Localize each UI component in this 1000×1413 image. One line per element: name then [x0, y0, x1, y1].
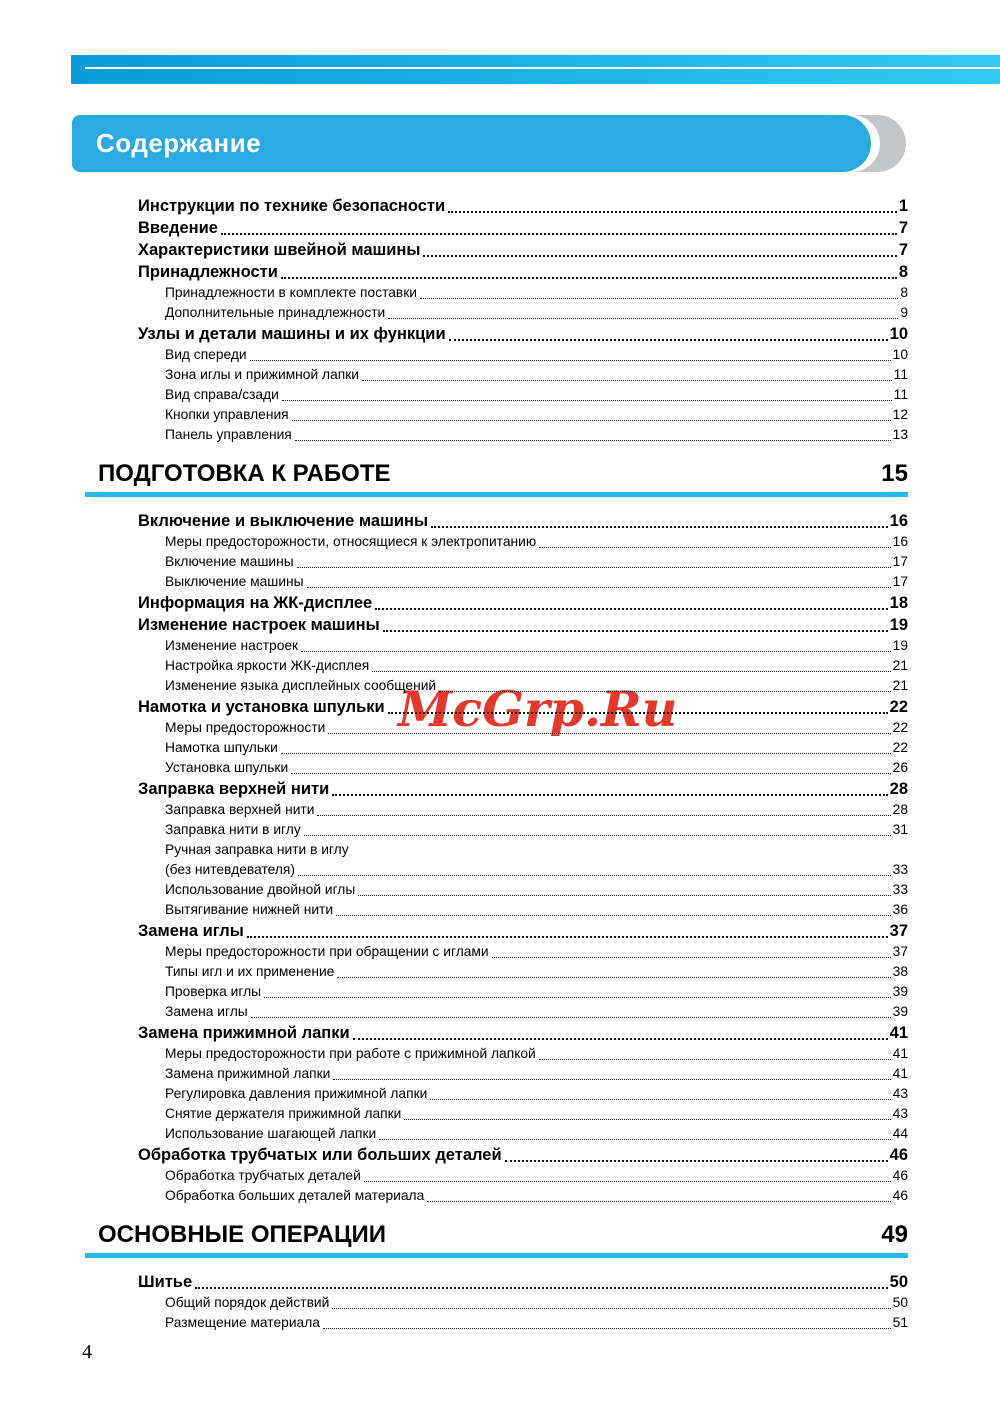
toc-leader-dots: [430, 1099, 890, 1100]
toc-item-page: 21: [892, 658, 908, 673]
toc-leader-dots: [250, 360, 891, 361]
toc-item-page: 16: [889, 512, 908, 530]
toc-item-page: 8: [898, 263, 908, 281]
toc-item-page: 44: [892, 1126, 908, 1141]
toc-item-label: Характеристики швейной машины: [138, 241, 421, 259]
toc-item-page: 7: [898, 241, 908, 259]
toc-item: [85, 1166, 908, 1186]
toc-leader-dots: [358, 895, 890, 896]
toc-leader-dots: [431, 526, 888, 528]
toc-leader-dots: [423, 255, 896, 257]
toc-item-page: 19: [892, 638, 908, 653]
toc-item-label: Дополнительные принадлежности: [165, 305, 386, 320]
toc-item-page: 10: [889, 325, 908, 343]
toc-item-spacer: [349, 840, 908, 860]
watermark: McGrp.Ru: [398, 680, 678, 738]
toc-leader-dots: [281, 753, 891, 754]
toc-item-label: Принадлежности в комплекте поставки: [165, 285, 418, 300]
toc-item-label: Настройка яркости ЖК-дисплея: [165, 658, 370, 673]
toc-item-page: 12: [892, 407, 908, 422]
toc-item-label: Проверка иглы: [165, 984, 262, 999]
toc-item: [85, 345, 908, 365]
toc-item-page: 13: [892, 427, 908, 442]
toc-item-label: Информация на ЖК-дисплее: [138, 594, 373, 612]
toc-leader-dots: [323, 1328, 891, 1329]
toc-item: [85, 385, 908, 405]
toc-leader-dots: [317, 815, 890, 816]
toc-item-page: 22: [892, 720, 908, 735]
toc-leader-dots: [364, 1181, 891, 1182]
toc-item: [85, 656, 908, 676]
toc-item-page: 39: [892, 1004, 908, 1019]
toc-leader-dots: [539, 1059, 891, 1060]
toc-leader-dots: [383, 630, 888, 632]
part-underline: [85, 1253, 908, 1258]
toc-item: [85, 572, 908, 592]
toc-item-page: 17: [892, 574, 908, 589]
toc-item: [85, 239, 908, 261]
toc-item-page: 46: [892, 1168, 908, 1183]
part-title: ПОДГОТОВКА К РАБОТЕ: [98, 460, 391, 487]
toc-item-label: Намотка и установка шпульки: [138, 698, 385, 716]
toc-item: [85, 1064, 908, 1084]
toc-item-label: Меры предосторожности: [165, 720, 326, 735]
toc-item-page: 28: [892, 802, 908, 817]
toc-item-label: Регулировка давления прижимной лапки: [165, 1086, 428, 1101]
toc-item: [85, 592, 908, 614]
toc-item-label: Использование шагающей лапки: [165, 1126, 377, 1141]
toc-item: [85, 1002, 908, 1022]
toc-item: [85, 1293, 908, 1313]
toc-leader-dots: [297, 567, 891, 568]
toc-item-label: Ручная заправка нити в иглу: [165, 842, 349, 857]
toc-leader-dots: [282, 400, 892, 401]
toc-item-label: Принадлежности: [138, 263, 278, 281]
toc-item-page: 37: [892, 944, 908, 959]
toc-leader-dots: [332, 1308, 890, 1309]
toc-leader-dots: [251, 1017, 891, 1018]
toc-item: [85, 820, 908, 840]
toc-item: [85, 860, 908, 880]
toc-item: [85, 1022, 908, 1044]
toc-item-label: Инструкции по технике безопасности: [138, 197, 446, 215]
toc-item-page: 7: [898, 219, 908, 237]
toc-item: [85, 920, 908, 942]
toc-item-label: Выключение машины: [165, 574, 304, 589]
toc-item: [85, 1104, 908, 1124]
toc-item: [85, 552, 908, 572]
toc-item-label: Кнопки управления: [165, 407, 289, 422]
toc-item: [85, 283, 908, 303]
toc-item-page: 39: [892, 984, 908, 999]
toc-leader-dots: [264, 997, 891, 998]
toc-item-label: Намотка шпульки: [165, 740, 278, 755]
toc-part-header: [85, 459, 908, 497]
toc-leader-dots: [372, 671, 890, 672]
part-spacer: [386, 1220, 881, 1250]
toc-leader-dots: [301, 651, 891, 652]
toc-item-page: 11: [893, 387, 908, 402]
toc-item-page: 1: [898, 197, 908, 215]
toc-item-page: 8: [900, 285, 908, 300]
toc-item: [85, 962, 908, 982]
toc-item-label: Включение и выключение машины: [138, 512, 429, 530]
toc-part-header: [85, 1220, 908, 1258]
toc-item-label: Изменение настроек машины: [138, 616, 380, 634]
toc-item-page: 38: [892, 964, 908, 979]
toc-item-label: Вид спереди: [165, 347, 247, 362]
toc-item-page: 22: [889, 698, 908, 716]
toc-item-label: Меры предосторожности при обращении с иглами: [165, 944, 489, 959]
toc-item: [85, 900, 908, 920]
toc-item: [85, 1271, 908, 1293]
toc-item: [85, 982, 908, 1002]
toc-item-page: 31: [892, 822, 908, 837]
toc-item-label: Узлы и детали машины и их функции: [138, 325, 446, 343]
toc-item: [85, 1144, 908, 1166]
toc-item: [85, 532, 908, 552]
toc-leader-dots: [539, 547, 890, 548]
toc-item-label: Панель управления: [165, 427, 292, 442]
toc-leader-dots: [505, 1160, 888, 1162]
toc-item: [85, 778, 908, 800]
toc-item: [85, 405, 908, 425]
toc-item-label: Заправка верхней нити: [165, 802, 315, 817]
toc-item: [85, 880, 908, 900]
part-spacer: [391, 459, 882, 489]
toc-item-label: Обработка трубчатых деталей: [165, 1168, 361, 1183]
toc-leader-dots: [304, 835, 891, 836]
part-page: 15: [881, 460, 908, 487]
toc-item-label: Изменение языка дисплейных сообщений: [165, 678, 437, 693]
toc-item: [85, 1124, 908, 1144]
toc-item-label: Снятие держателя прижимной лапки: [165, 1106, 402, 1121]
toc-item: [85, 365, 908, 385]
toc-leader-dots: [281, 277, 897, 279]
toc-item-page: 22: [892, 740, 908, 755]
toc-item-label: Меры предосторожности, относящиеся к электропитанию: [165, 534, 537, 549]
toc-item: [85, 614, 908, 636]
toc-leader-dots: [492, 957, 891, 958]
toc-leader-dots: [362, 380, 892, 381]
toc-item: [85, 217, 908, 239]
toc-leader-dots: [332, 794, 887, 796]
toc-item-label: Обработка трубчатых или больших деталей: [138, 1146, 502, 1164]
toc-leader-dots: [388, 318, 898, 319]
toc-leader-dots: [353, 1038, 888, 1040]
toc-leader-dots: [295, 440, 891, 441]
toc-item: [85, 942, 908, 962]
toc-leader-dots: [298, 875, 891, 876]
toc-item: [85, 758, 908, 778]
toc-item: [85, 1084, 908, 1104]
part-underline: [85, 492, 908, 497]
toc-leader-dots: [404, 1119, 890, 1120]
page-title: Содержание: [96, 128, 262, 158]
footer-page-number: 4: [82, 1341, 92, 1363]
toc-leader-dots: [448, 211, 897, 213]
part-page: 49: [881, 1221, 908, 1248]
toc-item-page: 26: [892, 760, 908, 775]
toc-item: [85, 1186, 908, 1206]
toc-item-label: Установка шпульки: [165, 760, 289, 775]
toc-leader-dots: [379, 1139, 890, 1140]
toc-item: [85, 510, 908, 532]
toc-item: [85, 425, 908, 445]
toc-item-page: 50: [892, 1295, 908, 1310]
toc-leader-dots: [337, 977, 890, 978]
toc-item-page: 33: [892, 862, 908, 877]
toc-leader-dots: [291, 773, 890, 774]
toc-item: [85, 323, 908, 345]
toc-item-page: 16: [892, 534, 908, 549]
toc-item: [85, 800, 908, 820]
toc-item-page: 37: [889, 922, 908, 940]
toc-item-label: Зона иглы и прижимной лапки: [165, 367, 359, 382]
toc-item-page: 9: [900, 305, 908, 320]
toc-item-label: Общий порядок действий: [165, 1295, 330, 1310]
toc-item-page: 43: [892, 1086, 908, 1101]
toc-item-page: 36: [892, 902, 908, 917]
toc-item-page: 41: [892, 1046, 908, 1061]
toc-leader-dots: [333, 1079, 890, 1080]
toc-item-label: Типы игл и их применение: [165, 964, 335, 979]
header-bar-white-line: [85, 67, 1000, 69]
toc-item-label: Меры предосторожности при работе с прижимной лапкой: [165, 1046, 536, 1061]
toc-leader-dots: [420, 298, 898, 299]
toc-item-label: Изменение настроек: [165, 638, 299, 653]
toc-item-label: Размещение материала: [165, 1315, 320, 1330]
toc-item-label: Шитье: [138, 1273, 193, 1291]
toc-item-page: 18: [889, 594, 908, 612]
toc-item-label: Обработка больших деталей материала: [165, 1188, 425, 1203]
toc-item-page: 28: [889, 780, 908, 798]
toc-item: [85, 636, 908, 656]
toc-leader-dots: [195, 1287, 888, 1289]
toc-leader-dots: [247, 936, 888, 938]
toc-item: [85, 1044, 908, 1064]
toc-item: [85, 840, 908, 860]
toc-item-label: Использование двойной иглы: [165, 882, 356, 897]
toc-item-label: Замена иглы: [138, 922, 244, 940]
toc-item: [85, 195, 908, 217]
header-gradient-bar: [71, 55, 1000, 84]
toc-item-page: 19: [889, 616, 908, 634]
toc-item-label: Замена прижимной лапки: [165, 1066, 331, 1081]
toc-item: [85, 261, 908, 283]
toc-item-label: Вытягивание нижней нити: [165, 902, 334, 917]
toc-leader-dots: [427, 1201, 890, 1202]
toc-item-label: Замена иглы: [165, 1004, 248, 1019]
toc-item-label: Заправка нити в иглу: [165, 822, 301, 837]
toc-item-label: Замена прижимной лапки: [138, 1024, 350, 1042]
part-title: ОСНОВНЫЕ ОПЕРАЦИИ: [98, 1221, 387, 1248]
toc-item-page: 46: [889, 1146, 908, 1164]
toc-leader-dots: [292, 420, 891, 421]
toc-item-page: 10: [892, 347, 908, 362]
toc-item-page: 43: [892, 1106, 908, 1121]
toc-item-label: Включение машины: [165, 554, 294, 569]
toc-item: [85, 303, 908, 323]
toc-item-label: Заправка верхней нити: [138, 780, 330, 798]
toc-item-page: 33: [892, 882, 908, 897]
toc-leader-dots: [336, 915, 891, 916]
toc-leader-dots: [307, 587, 891, 588]
toc-item-page: 11: [893, 367, 908, 382]
toc-item-page: 51: [892, 1315, 908, 1330]
toc-item-page: 46: [892, 1188, 908, 1203]
toc-item-label: (без нитевдевателя): [165, 862, 295, 877]
toc-leader-dots: [221, 233, 897, 235]
toc-item: [85, 1313, 908, 1333]
contents-header-bar: [72, 115, 871, 172]
toc-leader-dots: [375, 608, 887, 610]
toc-item-page: 41: [892, 1066, 908, 1081]
toc-item-label: Введение: [138, 219, 218, 237]
toc-item-page: 50: [889, 1273, 908, 1291]
toc-item-page: 17: [892, 554, 908, 569]
toc-leader-dots: [449, 339, 888, 341]
toc-item-page: 41: [889, 1024, 908, 1042]
toc-item: [85, 738, 908, 758]
table-of-contents: [85, 195, 908, 1333]
toc-item-page: 21: [892, 678, 908, 693]
toc-item-label: Вид справа/сзади: [165, 387, 279, 402]
